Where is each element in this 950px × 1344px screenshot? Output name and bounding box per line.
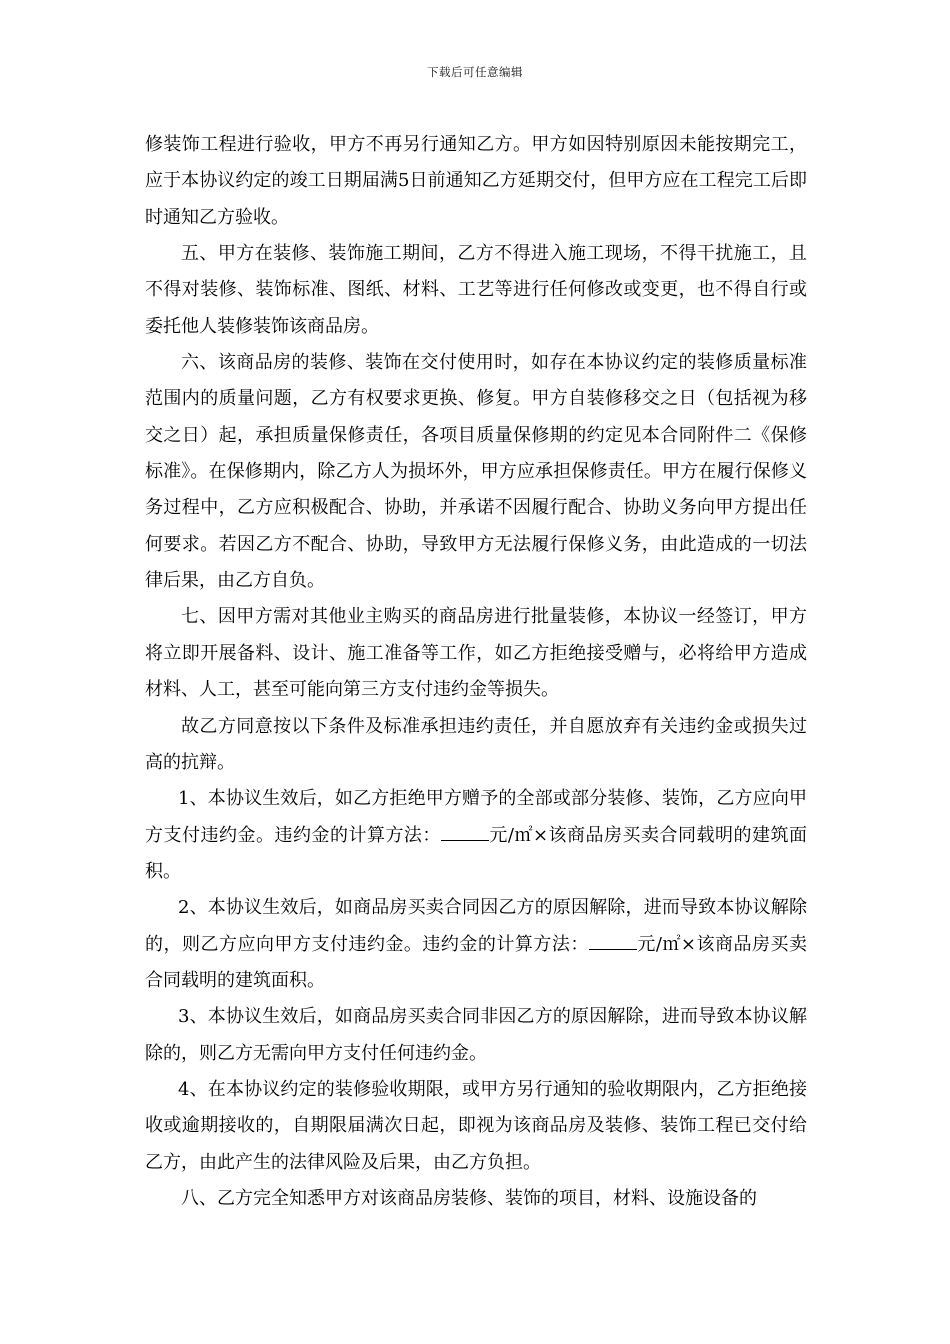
- document-body: [145, 127, 807, 1217]
- item-1-text-after: 元/㎡×该商品房买卖合同载明的建筑面积。: [145, 824, 807, 882]
- item-2-text-before: 2、本协议生效后，如商品房买卖合同因乙方的原因解除，进而导致本协议解除的，则乙方应向甲方支付违约金。违约金的计算方法：: [145, 897, 807, 955]
- paragraph-continuation: 修装饰工程进行验收，甲方不再另行通知乙方。甲方如因特别原因未能按期完工，应于本协议约定的竣工日期届满5日前通知乙方延期交付，但甲方应在工程完工后即时通知乙方验收。: [145, 134, 807, 228]
- item-1: [145, 781, 807, 890]
- item-1-text-before: 1、本协议生效后，如乙方拒绝甲方赠予的全部或部分装修、装饰，乙方应向甲方支付违约金。违约金的计算方法：: [145, 788, 807, 846]
- item-4: 4、在本协议约定的装修验收期限，或甲方另行通知的验收期限内，乙方拒绝接收或逾期接收的，自期限届满次日起，即视为该商品房及装修、装饰工程已交付给乙方，由此产生的法律风险及后果，由乙方负担。: [145, 1078, 807, 1173]
- paragraph-clause-6: 六、该商品房的装修、装饰在交付使用时，如存在本协议约定的装修质量标准范围内的质量问题，乙方有权要求更换、修复。甲方自装修移交之日（包括视为移交之日）起，承担质量保修责任，各项目质量保修期的约定见本合同附件二《保修标准》。在保修期内，除乙方人为损坏外，甲方应承担保修责任。甲方在履行保修义务过程中，乙方应积极配合、协助，并承诺不因履行配合、协助义务向甲方提出任何要求。若因乙方不配合、协助，导致甲方无法履行保修义务，由此造成的一切法律后果，由乙方自负。: [145, 352, 807, 592]
- paragraph-liability-intro: 故乙方同意按以下条件及标准承担违约责任，并自愿放弃有关违约金或损失过高的抗辩。: [145, 715, 807, 773]
- paragraph-clause-8: 八、乙方完全知悉甲方对该商品房装修、装饰的项目，材料、设施设备的: [181, 1187, 757, 1209]
- item-2: [145, 890, 807, 999]
- item-2-blank-field: [589, 935, 637, 950]
- paragraph-clause-7: 七、因甲方需对其他业主购买的商品房进行批量装修，本协议一经签订，甲方将立即开展备料、设计、施工准备等工作，如乙方拒绝接受赠与，必将给甲方造成材料、人工，甚至可能向第三方支付违约金等损失。: [145, 606, 807, 701]
- item-3: 3、本协议生效后，如商品房买卖合同非因乙方的原因解除，进而导致本协议解除的，则乙方无需向甲方支付任何违约金。: [145, 1006, 807, 1064]
- paragraph-clause-5: 五、甲方在装修、装饰施工期间，乙方不得进入施工现场，不得干扰施工，且不得对装修、装饰标准、图纸、材料、工艺等进行任何修改或变更，也不得自行或委托他人装修装饰该商品房。: [145, 243, 807, 337]
- item-2-text-after: 元/㎡×该商品房买卖合同载明的建筑面积。: [145, 933, 807, 991]
- item-1-blank-field: [441, 826, 489, 841]
- page-header: 下载后可任意编辑: [427, 65, 523, 79]
